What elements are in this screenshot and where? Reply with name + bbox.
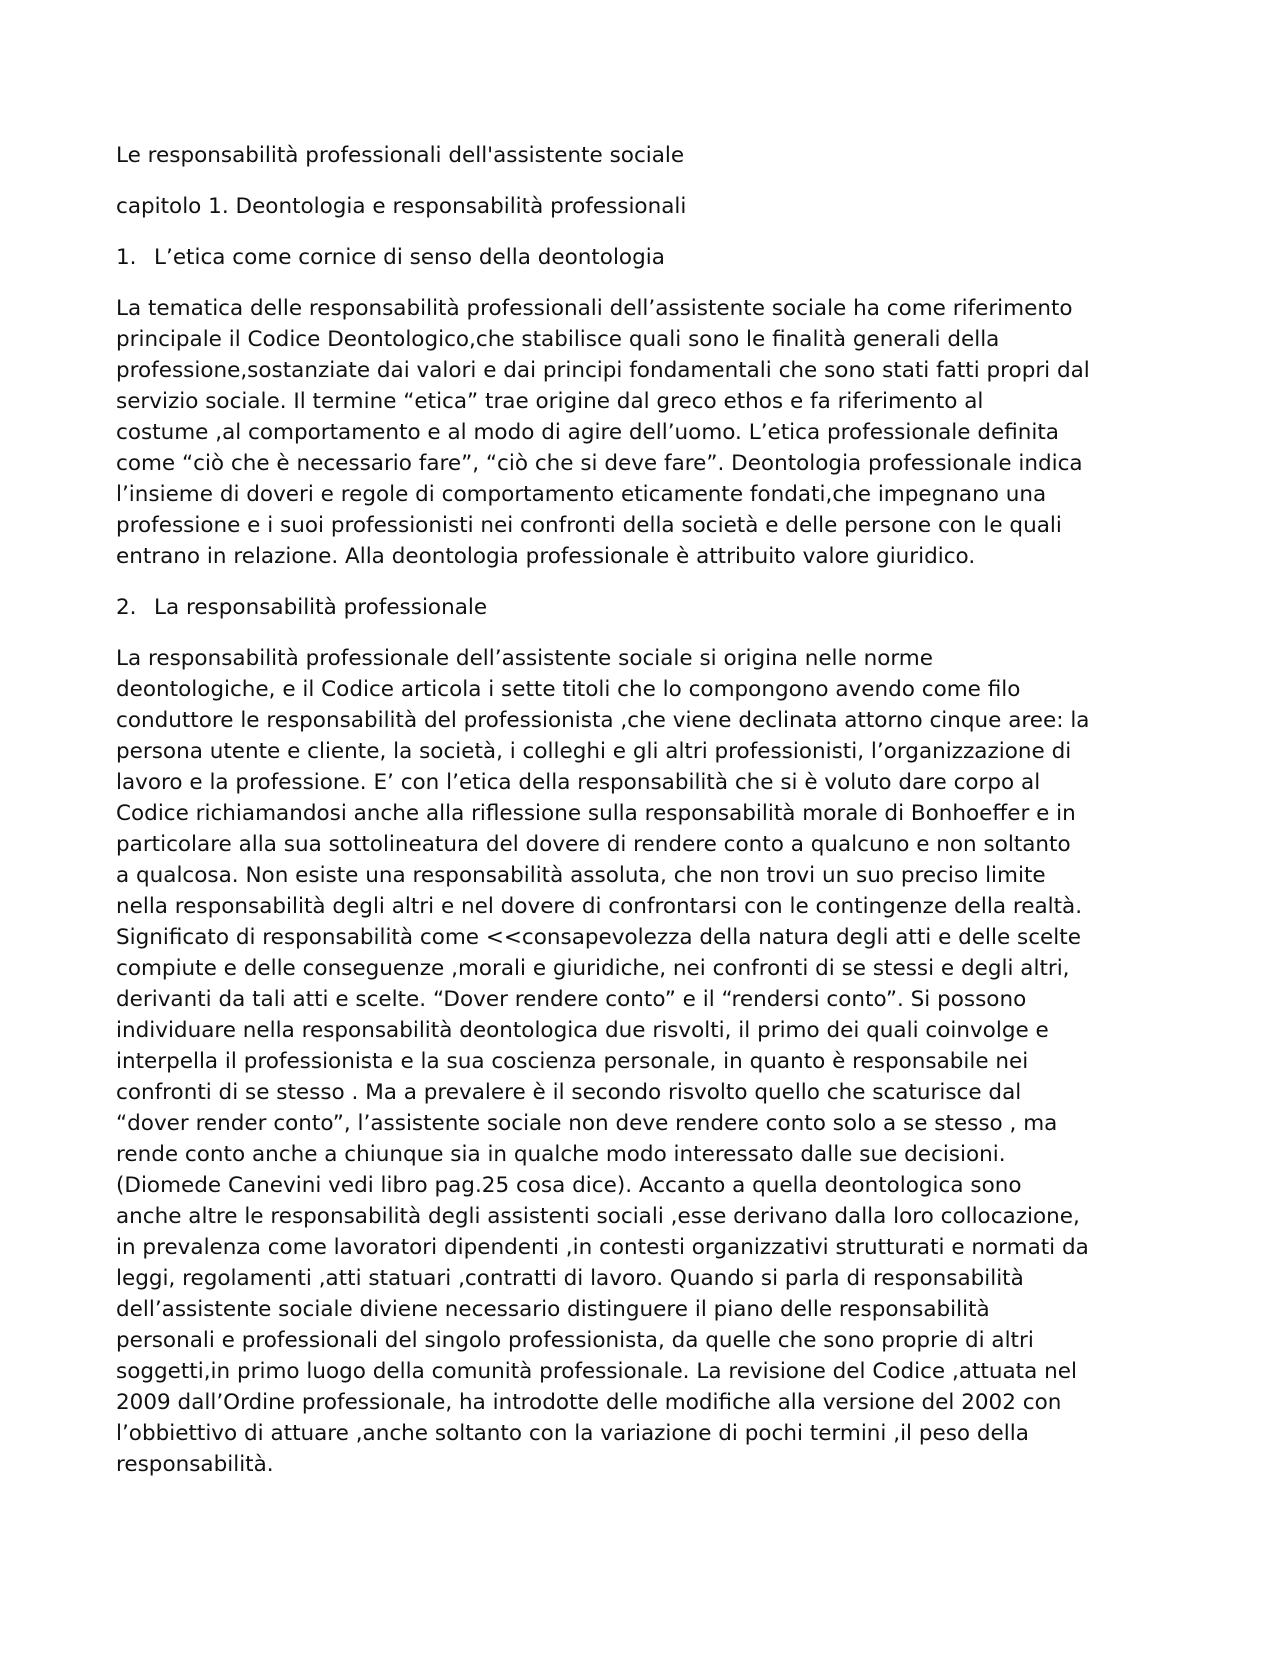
paragraph-line: Significato di responsabilità come <<consapevolezza della natura degli atti e delle scelte [116,925,1081,950]
section-2-title: La responsabilità professionale [154,595,488,620]
document-body [116,140,1168,1500]
paragraph-line: anche altre le responsabilità degli assistenti sociali ,esse derivano dalla loro collocazione, [116,1204,1080,1229]
paragraph-line: nella responsabilità degli altri e nel dovere di confrontarsi con le contingenze della realtà. [116,894,1083,919]
paragraph-line: servizio sociale. Il termine “etica” trae origine dal greco ethos e fa riferimento al [116,389,984,414]
paragraph-2 [116,643,1168,1480]
paragraph-line: dell’assistente sociale diviene necessario distinguere il piano delle responsabilità [116,1297,990,1322]
paragraph-line: “dover render conto”, l’assistente sociale non deve rendere conto solo a se stesso , ma [116,1111,1058,1136]
paragraph-line: persona utente e cliente, la società, i colleghi e gli altri professionisti, l’organizzazione di [116,739,1072,764]
paragraph-line: rende conto anche a chiunque sia in qualche modo interessato dalle sue decisioni. [116,1142,1006,1167]
paragraph-line: l’insieme di doveri e regole di comportamento eticamente fondati,che impegnano una [116,482,1047,507]
paragraph-line: principale il Codice Deontologico,che stabilisce quali sono le finalità generali della [116,327,1000,352]
paragraph-line: Codice richiamandosi anche alla riflessione sulla responsabilità morale di Bonhoeffer e in [116,801,1076,826]
section-1-number: 1. [116,245,137,270]
paragraph-line: leggi, regolamenti ,atti statuari ,contratti di lavoro. Quando si parla di responsabilità [116,1266,1024,1291]
paragraph-line: a qualcosa. Non esiste una responsabilità assoluta, che non trovi un suo preciso limite [116,863,1046,888]
section-2-number: 2. [116,595,137,620]
section-2-heading [116,592,1168,623]
paragraph-line: particolare alla sua sottolineatura del dovere di rendere conto a qualcuno e non soltanto [116,832,1071,857]
paragraph-line: individuare nella responsabilità deontologica due risvolti, il primo dei quali coinvolge e [116,1018,1049,1043]
section-1-title: L’etica come cornice di senso della deontologia [154,245,665,270]
section-1-heading [116,242,1168,273]
document-title: Le responsabilità professionali dell'assistente sociale [116,143,685,168]
paragraph-line: entrano in relazione. Alla deontologia professionale è attribuito valore giuridico. [116,544,976,569]
paragraph-line: compiute e delle conseguenze ,morali e giuridiche, nei confronti di se stessi e degli altri, [116,956,1070,981]
paragraph-line: La responsabilità professionale dell’assistente sociale si origina nelle norme [116,646,933,671]
paragraph-line: costume ,al comportamento e al modo di agire dell’uomo. L’etica professionale definita [116,420,1059,445]
paragraph-line: professione e i suoi professionisti nei confronti della società e delle persone con le quali [116,513,1062,538]
paragraph-line: conduttore le responsabilità del professionista ,che viene declinata attorno cinque aree: la [116,708,1090,733]
paragraph-line: come “ciò che è necessario fare”, “ciò che si deve fare”. Deontologia professionale indica [116,451,1083,476]
paragraph-line: in prevalenza come lavoratori dipendenti ,in contesti organizzativi strutturati e normati da [116,1235,1089,1260]
paragraph-line: personali e professionali del singolo professionista, da quelle che sono proprie di altri [116,1328,1034,1353]
paragraph-line: interpella il professionista e la sua coscienza personale, in quanto è responsabile nei [116,1049,1029,1074]
paragraph-1 [116,293,1168,572]
paragraph-line: derivanti da tali atti e scelte. “Dover rendere conto” e il “rendersi conto”. Si possono [116,987,1027,1012]
paragraph-line: professione,sostanziate dai valori e dai principi fondamentali che sono stati fatti propri dal [116,358,1090,383]
paragraph-line: 2009 dall’Ordine professionale, ha introdotte delle modifiche alla versione del 2002 con [116,1390,1062,1415]
paragraph-line: (Diomede Canevini vedi libro pag.25 cosa dice). Accanto a quella deontologica sono [116,1173,1022,1198]
chapter-heading: capitolo 1. Deontologia e responsabilità professionali [116,194,687,219]
paragraph-line: lavoro e la professione. E’ con l’etica della responsabilità che si è voluto dare corpo al [116,770,1041,795]
paragraph-line: responsabilità. [116,1452,274,1477]
paragraph-line: l’obbiettivo di attuare ,anche soltanto con la variazione di pochi termini ,il peso della [116,1421,1029,1446]
paragraph-line: deontologiche, e il Codice articola i sette titoli che lo compongono avendo come filo [116,677,1021,702]
paragraph-line: soggetti,in primo luogo della comunità professionale. La revisione del Codice ,attuata nel [116,1359,1077,1384]
paragraph-line: confronti di se stesso . Ma a prevalere è il secondo risvolto quello che scaturisce dal [116,1080,1022,1105]
paragraph-line: La tematica delle responsabilità professionali dell’assistente sociale ha come riferimento [116,296,1073,321]
